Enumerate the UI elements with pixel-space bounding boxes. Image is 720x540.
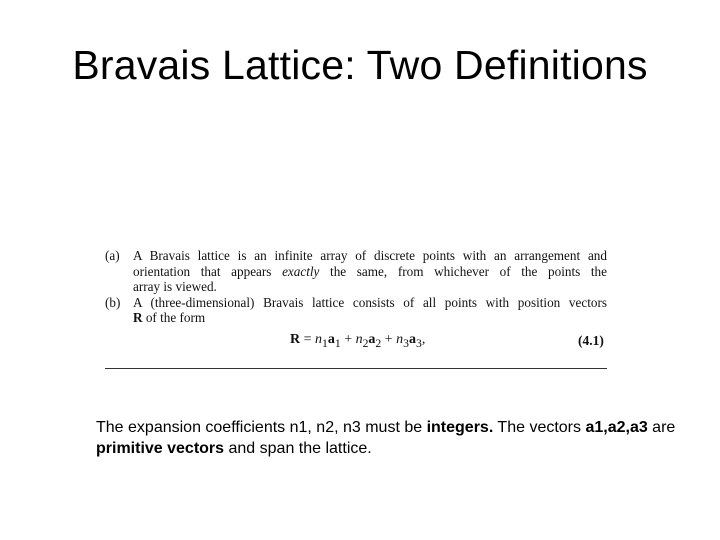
definition-a-line3: array is viewed. xyxy=(133,279,217,294)
definition-b-line2: R of the form xyxy=(133,310,206,325)
definition-a-line2: orientation that appears exactly the same, from whichever of the points the xyxy=(133,263,607,279)
definition-a-label: (a) xyxy=(105,248,120,263)
definition-b-label: (b) xyxy=(105,294,121,310)
slide-title: Bravais Lattice: Two Definitions xyxy=(72,42,648,88)
definition-b-line1: A (three-dimensional) Bravais lattice consists of all points with position vectors xyxy=(133,294,607,310)
equation-number: (4.1) xyxy=(578,333,604,348)
textbook-excerpt xyxy=(100,243,612,375)
emphasis-primitive-vectors: primitive vectors xyxy=(96,440,225,457)
emphasis-exactly: exactly xyxy=(282,263,320,279)
horizontal-rule xyxy=(105,368,607,369)
lattice-vector-equation: $R = n_1a_1 + n_2a_2 + n_3a_3$, xyxy=(290,332,426,350)
emphasis-integers: integers. xyxy=(426,419,494,436)
definition-a-line1: A Bravais lattice is an infinite array of discrete points with an arrangement and xyxy=(133,248,607,263)
emphasis-vectors: a1,a2,a3 xyxy=(585,419,648,436)
explanation-text: The expansion coefficients n1, n2, n3 must be integers. The vectors a1,a2,a3 are primitive vectors and span the lattice. xyxy=(96,419,676,457)
